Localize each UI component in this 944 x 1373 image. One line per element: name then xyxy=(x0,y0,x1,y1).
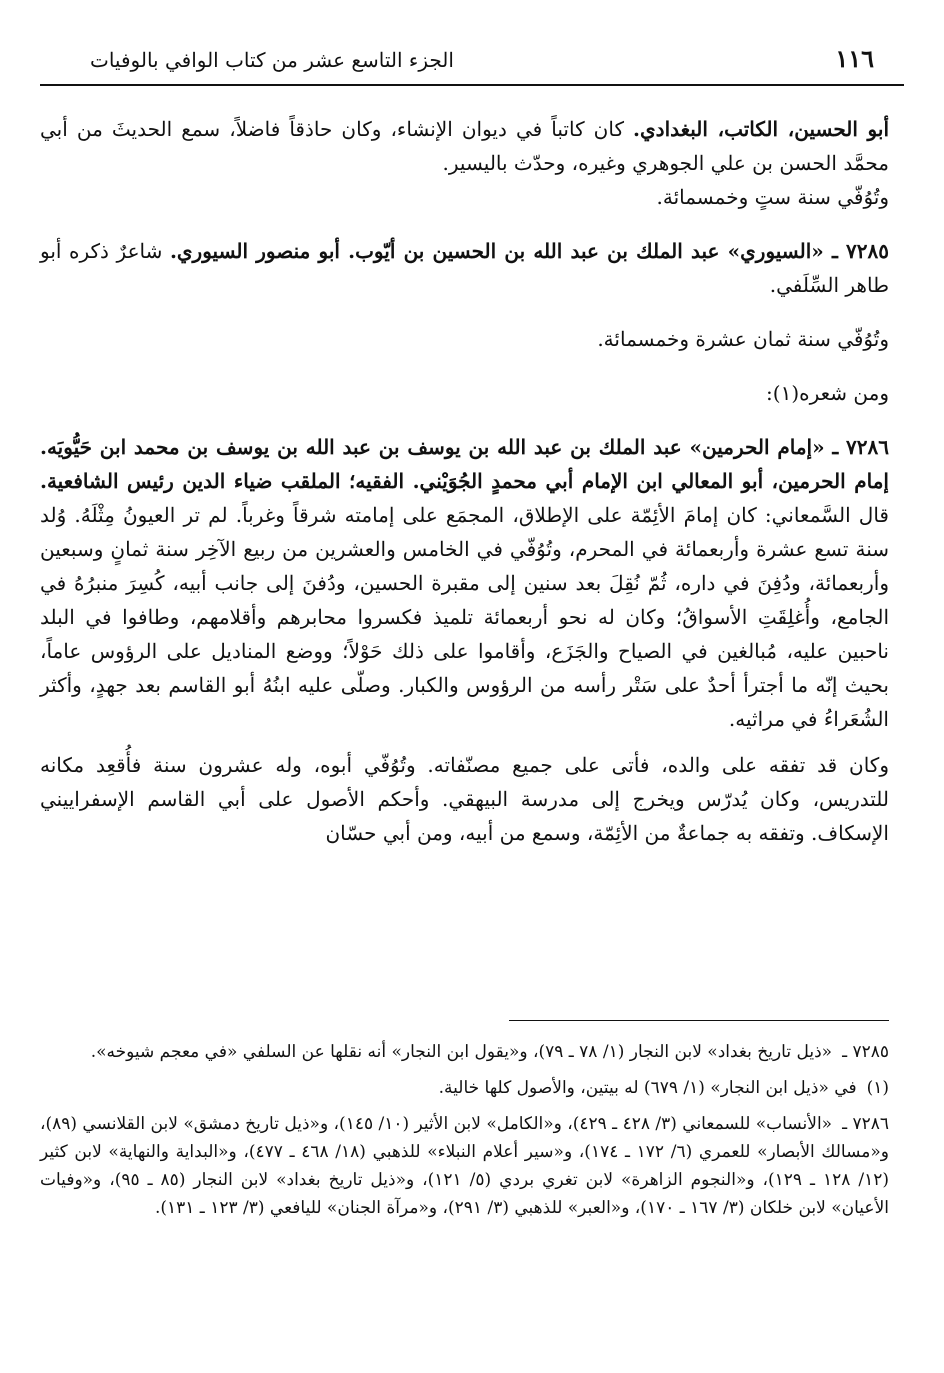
footnote xyxy=(40,1038,889,1066)
entry-text: قال السَّمعاني: كان إمامَ الأئِمّة على الإطلاق، المجمَع على إمامته شرقاً وغرباً. لم تر العيونُ مِثْلَهُ. وُلد سنة تسع عشرة وأربعمائة في المحرم، وتُوُفّي في الخامس والعشرين من ربيع الآخِر سنة ثمانٍ وسبعين وأربعمائة، ودُفِنَ في داره، ثُمّ نُقِلَ بعد سنين إلى مقبرة الحسين، ودُفنَ إلى جانب أبيه، كُسِرَ منبرُهُ في الجامع، وأُغلِقَتِ الأسواقُ؛ وكان له نحو أربعمائة تلميذ فكسروا محابرهم وأقلامهم، وطافوا في البلد ناحبين عليه، مُبالغين في الصياح والجَزَع، وأقاموا على ذلك حَوْلاً؛ ووضع المناديل على الرؤوس عاماً، بحيث إنّه ما أجترأ أحدٌ على سَتْر رأسه من الرؤوس والكبار. وصلّى عليه ابنُهُ أبو القاسم بعد جهدٍ، وأكثر الشُعَراءُ في مراثيه. xyxy=(40,503,889,731)
entry-heading: ٧٢٨٥ ـ «السيوري» عبد الملك بن عبد الله بن الحسين بن أيّوب. أبو منصور السيوري. xyxy=(169,239,889,263)
page-number: ١١٦ xyxy=(835,44,874,73)
footnote-text: «ذيل تاريخ بغداد» لابن النجار (١/ ٧٨ ـ ٧٩)، و«يقول ابن النجار» أنه نقلها عن السلفي «في معجم شيوخه». xyxy=(90,1042,833,1062)
entry-name-continued: أبو الحسين، الكاتب، البغدادي. xyxy=(633,117,890,141)
death-note: وتُوُفّي سنة ستٍ وخمسمائة. xyxy=(656,185,889,209)
footnote-key: ٧٢٨٥ ـ xyxy=(842,1042,889,1062)
footnotes xyxy=(40,1038,889,1230)
paragraph: وكان قد تفقه على والده، فأتى على جميع مصنّفاته. وتُوُفّي أبوه، وله عشرون سنة فأُقعِد مكانه للتدريس، وكان يُدرّس ويخرج إلى مدرسة البيهقي. وأحكم الأصول على أبي القاسم الإسفراييني الإسكاف. وتفقه به جماعةٌ من الأئِمّة، وسمع من أبيه، ومن أبي حسّان xyxy=(40,753,889,845)
poetry-intro: ومن شعره(١): xyxy=(766,381,889,405)
footnote-key: (١) xyxy=(866,1078,889,1098)
page-header xyxy=(40,40,904,86)
entry-text: شاعرٌ ذكره أبو طاهر السِّلَفي. xyxy=(40,239,889,297)
footnote-key: ٧٢٨٦ ـ xyxy=(842,1114,889,1134)
footnote xyxy=(40,1110,889,1222)
main-text xyxy=(40,112,889,850)
footnote-text: في «ذيل ابن النجار» (١/ ٦٧٩) له بيتين، والأصول كلها خالية. xyxy=(438,1078,857,1098)
footnote-text: «الأنساب» للسمعاني (٣/ ٤٢٨ ـ ٤٢٩)، و«الكامل» لابن الأثير (١٠/ ١٤٥)، و«ذيل تاريخ دمشق» لابن القلانسي (٨٩)، و«مسالك الأبصار» للعمري (٦/ ١٧٢ ـ ١٧٤)، و«سير أعلام النبلاء» للذهبي (١٨/ ٤٦٨ ـ ٤٧٧)، و«البداية والنهاية» لابن كثير (١٢/ ١٢٨ ـ ١٢٩)، و«النجوم الزاهرة» لابن تغري بردي (٥/ ١٢١)، و«ذيل تاريخ بغداد» لابن النجار (٨٥ ـ ٩٥)، و«وفيات الأعيان» لابن خلكان (٣/ ١٦٧ ـ ١٧٠)، و«العبر» للذهبي (٣/ ٢٩١)، و«مرآة الجنان» لليافعي (٣/ ١٢٣ ـ ١٣١). xyxy=(40,1114,889,1218)
running-title: الجزء التاسع عشر من كتاب الوافي بالوفيات xyxy=(90,48,454,72)
footnote xyxy=(40,1074,889,1102)
entry-heading: ٧٢٨٦ ـ «إمام الحرمين» عبد الملك بن عبد الله بن يوسف بن عبد الله بن يوسف بن محمد ابن حَيُّويَه. إمام الحرمين، أبو المعالي ابن الإمام أبي محمدٍ الجُوَيْني. الفقيه؛ الملقب ضياء الدين رئيس الشافعية. xyxy=(40,435,890,493)
footnote-divider xyxy=(509,1020,889,1021)
entry-7285 xyxy=(40,234,889,302)
entry-7286 xyxy=(40,430,889,736)
death-note: وتُوُفّي سنة ثمان عشرة وخمسمائة. xyxy=(597,327,889,351)
paragraph xyxy=(40,112,889,180)
entry-text: كان كاتباً في ديوان الإنشاء، وكان حاذقاً فاضلاً، سمع الحديثَ من أبي محمَّد الحسن بن علي الجوهري وغيره، وحدّث باليسير. xyxy=(40,117,889,175)
